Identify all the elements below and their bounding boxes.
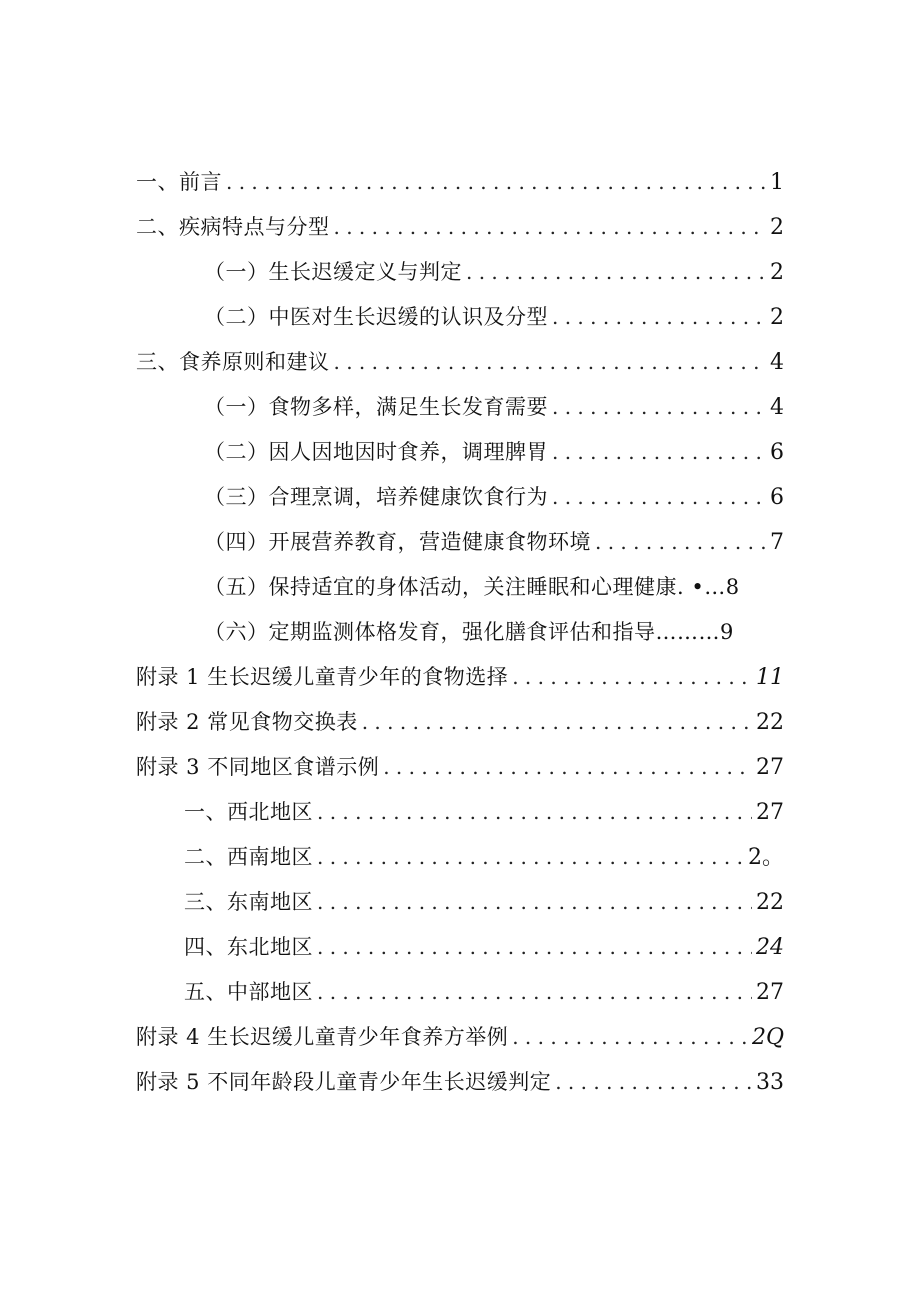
toc-entry-definition[interactable] bbox=[136, 250, 784, 295]
toc-dot-leader bbox=[383, 745, 752, 790]
toc-dot-leader bbox=[362, 700, 752, 745]
toc-entry-appendix-5[interactable] bbox=[136, 1060, 784, 1105]
toc-entry-title: 附录 3 不同地区食谱示例 bbox=[136, 755, 380, 779]
toc-entry-cooking[interactable] bbox=[136, 475, 784, 520]
toc-entry-preface[interactable] bbox=[136, 160, 784, 205]
toc-dot-leader bbox=[595, 520, 766, 565]
toc-entry-appendix-4[interactable] bbox=[136, 1015, 784, 1060]
toc-dot-leader bbox=[552, 385, 766, 430]
toc-dot-leader bbox=[466, 250, 766, 295]
toc-entry-appendix-3[interactable] bbox=[136, 745, 784, 790]
toc-dot-leader bbox=[317, 880, 752, 925]
toc-entry-page: 6 bbox=[770, 485, 784, 510]
toc-entry-title: 三、食养原则和建议 bbox=[136, 350, 330, 374]
toc-entry-title: 附录 4 生长迟缓儿童青少年食养方举例 bbox=[136, 1025, 509, 1049]
toc-entry-southwest[interactable] bbox=[136, 835, 784, 880]
toc-dot-leader bbox=[555, 1060, 752, 1105]
toc-entry-title: 一、西北地区 bbox=[184, 800, 313, 824]
toc-entry-appendix-1[interactable] bbox=[136, 655, 784, 700]
toc-entry-title: 附录 2 常见食物交换表 bbox=[136, 710, 358, 734]
toc-dot-leader bbox=[334, 340, 767, 385]
toc-entry-page: 2Q bbox=[751, 1025, 784, 1050]
toc-entry-title: （二）中医对生长迟缓的认识及分型 bbox=[204, 305, 548, 329]
table-of-contents bbox=[136, 160, 784, 1105]
toc-entry-title: 附录 5 不同年龄段儿童青少年生长迟缓判定 bbox=[136, 1070, 552, 1094]
toc-entry-title: （六）定期监测体格发育，强化膳食评估和指导………9 bbox=[204, 620, 734, 644]
toc-dot-leader bbox=[317, 970, 752, 1015]
toc-entry-page: 11 bbox=[756, 665, 784, 690]
toc-dot-leader bbox=[334, 205, 767, 250]
toc-entry-page: 27 bbox=[756, 755, 784, 780]
toc-entry-title: 附录 1 生长迟缓儿童青少年的食物选择 bbox=[136, 665, 509, 689]
toc-entry-title: （一）食物多样，满足生长发育需要 bbox=[204, 395, 548, 419]
toc-dot-leader bbox=[552, 475, 766, 520]
toc-entry-page: 7 bbox=[770, 530, 784, 555]
toc-entry-page: 27 bbox=[756, 980, 784, 1005]
toc-entry-activity[interactable] bbox=[136, 565, 784, 610]
toc-entry-page: 2。 bbox=[748, 845, 784, 870]
toc-entry-monitoring[interactable] bbox=[136, 610, 784, 655]
toc-entry-title: 五、中部地区 bbox=[184, 980, 313, 1004]
toc-entry-page: 6 bbox=[770, 440, 784, 465]
toc-entry-page: 2 bbox=[770, 260, 784, 285]
toc-entry-northeast[interactable] bbox=[136, 925, 784, 970]
toc-entry-southeast[interactable] bbox=[136, 880, 784, 925]
toc-entry-food-variety[interactable] bbox=[136, 385, 784, 430]
toc-dot-leader bbox=[552, 430, 766, 475]
toc-entry-title: 四、东北地区 bbox=[184, 935, 313, 959]
toc-entry-appendix-2[interactable] bbox=[136, 700, 784, 745]
toc-entry-page: 24 bbox=[756, 935, 784, 960]
toc-entry-title: 二、西南地区 bbox=[184, 845, 313, 869]
toc-dot-leader bbox=[226, 160, 766, 205]
toc-entry-page: 22 bbox=[756, 890, 784, 915]
toc-dot-leader bbox=[317, 790, 752, 835]
toc-dot-leader bbox=[512, 1015, 748, 1060]
toc-entry-page: 22 bbox=[756, 710, 784, 735]
toc-dot-leader bbox=[552, 295, 766, 340]
toc-entry-title: 一、前言 bbox=[136, 170, 222, 194]
toc-dot-leader bbox=[512, 655, 752, 700]
toc-entry-title: （四）开展营养教育，营造健康食物环境 bbox=[204, 530, 591, 554]
toc-entry-education[interactable] bbox=[136, 520, 784, 565]
toc-entry-page: 33 bbox=[756, 1070, 784, 1095]
toc-entry-title: （二）因人因地因时食养，调理脾胃 bbox=[204, 440, 548, 464]
toc-entry-title: 二、疾病特点与分型 bbox=[136, 215, 330, 239]
toc-entry-principles[interactable] bbox=[136, 340, 784, 385]
toc-entry-page: 2 bbox=[770, 215, 784, 240]
toc-dot-leader bbox=[317, 925, 752, 970]
toc-entry-title: （三）合理烹调，培养健康饮食行为 bbox=[204, 485, 548, 509]
toc-entry-title: （五）保持适宜的身体活动，关注睡眠和心理健康. •…8 bbox=[204, 575, 740, 599]
toc-entry-title: （一）生长迟缓定义与判定 bbox=[204, 260, 462, 284]
toc-entry-title: 三、东南地区 bbox=[184, 890, 313, 914]
toc-dot-leader bbox=[317, 835, 744, 880]
toc-entry-page: 4 bbox=[770, 395, 784, 420]
toc-entry-regional-diet[interactable] bbox=[136, 430, 784, 475]
toc-entry-page: 4 bbox=[770, 350, 784, 375]
toc-entry-tcm-classification[interactable] bbox=[136, 295, 784, 340]
toc-entry-central[interactable] bbox=[136, 970, 784, 1015]
toc-entry-page: 1 bbox=[770, 170, 784, 195]
toc-entry-northwest[interactable] bbox=[136, 790, 784, 835]
toc-entry-disease-features[interactable] bbox=[136, 205, 784, 250]
toc-entry-page: 27 bbox=[756, 800, 784, 825]
toc-entry-page: 2 bbox=[770, 305, 784, 330]
